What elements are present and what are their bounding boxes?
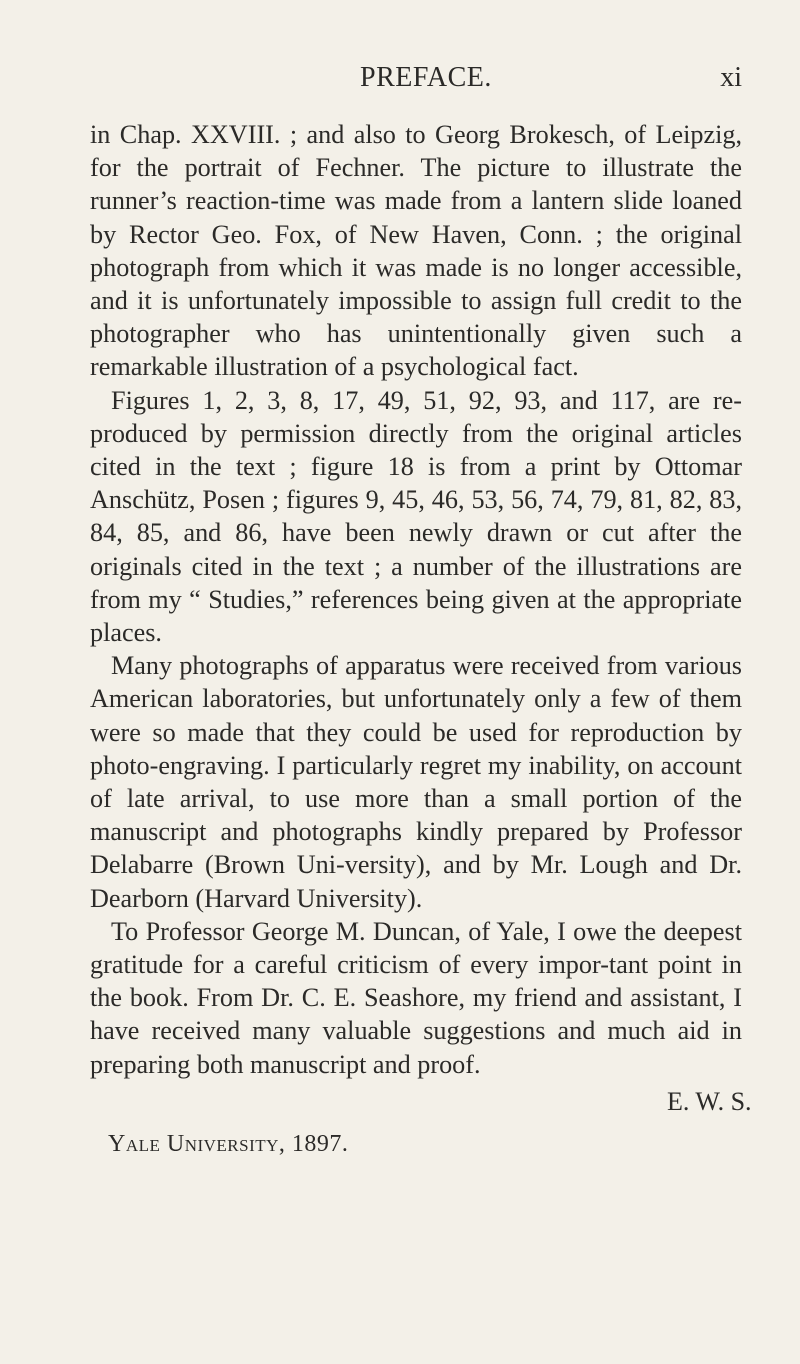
dateline: Yale University, 1897. bbox=[108, 1131, 349, 1157]
body-text bbox=[90, 118, 742, 1081]
paragraph-acknowledgements: To Professor George M. Duncan, of Yale, I owe the deepest gratitude for a careful criticism of every impor-tant point in the book. From Dr. C. E. Seashore, my friend and assistant, I have received many valuable suggestions and much aid in preparing both manuscript and proof. bbox=[90, 916, 742, 1079]
paragraph-continuation: in Chap. XXVIII. ; and also to Georg Brokesch, of Leipzig, for the portrait of Fechner. The picture to illustrate the runner’s reaction-time was made from a lantern slide loaned by Rector Geo. Fox, of New Haven, Conn. ; the original photograph from which it was made is no longer accessible, and it is unfortunately impossible to assign full credit to the photographer who has unintentionally given such a remarkable illustration of a psychological fact. bbox=[90, 120, 742, 382]
running-head: PREFACE. bbox=[360, 62, 492, 93]
page-header bbox=[90, 62, 742, 102]
page-number: xi bbox=[720, 62, 742, 93]
paragraph-figures: Figures 1, 2, 3, 8, 17, 49, 51, 92, 93, and 117, are re-produced by permission directly from the original articles cited in the text ; figure 18 is from a print by Ottomar Anschütz, Posen ; figures 9, 45, 46, 53, 56, 74, 79, 81, 82, 83, 84, 85, and 86, have been newly drawn or cut after the originals cited in the text ; a number of the illustrations are from my “ Studies,” references being given at the appropriate places. bbox=[90, 385, 742, 648]
signature: E. W. S. bbox=[667, 1087, 752, 1116]
paragraph-photographs: Many photographs of apparatus were received from various American laboratories, but unfortunately only a few of them were so made that they could be used for reproduction by photo-engraving. I particularly regret my inability, on account of late arrival, to use more than a small portion of the manuscript and photographs kindly prepared by Professor Delabarre (Brown Uni-versity), and by Mr. Lough and Dr. Dearborn (Harvard University). bbox=[90, 651, 742, 913]
